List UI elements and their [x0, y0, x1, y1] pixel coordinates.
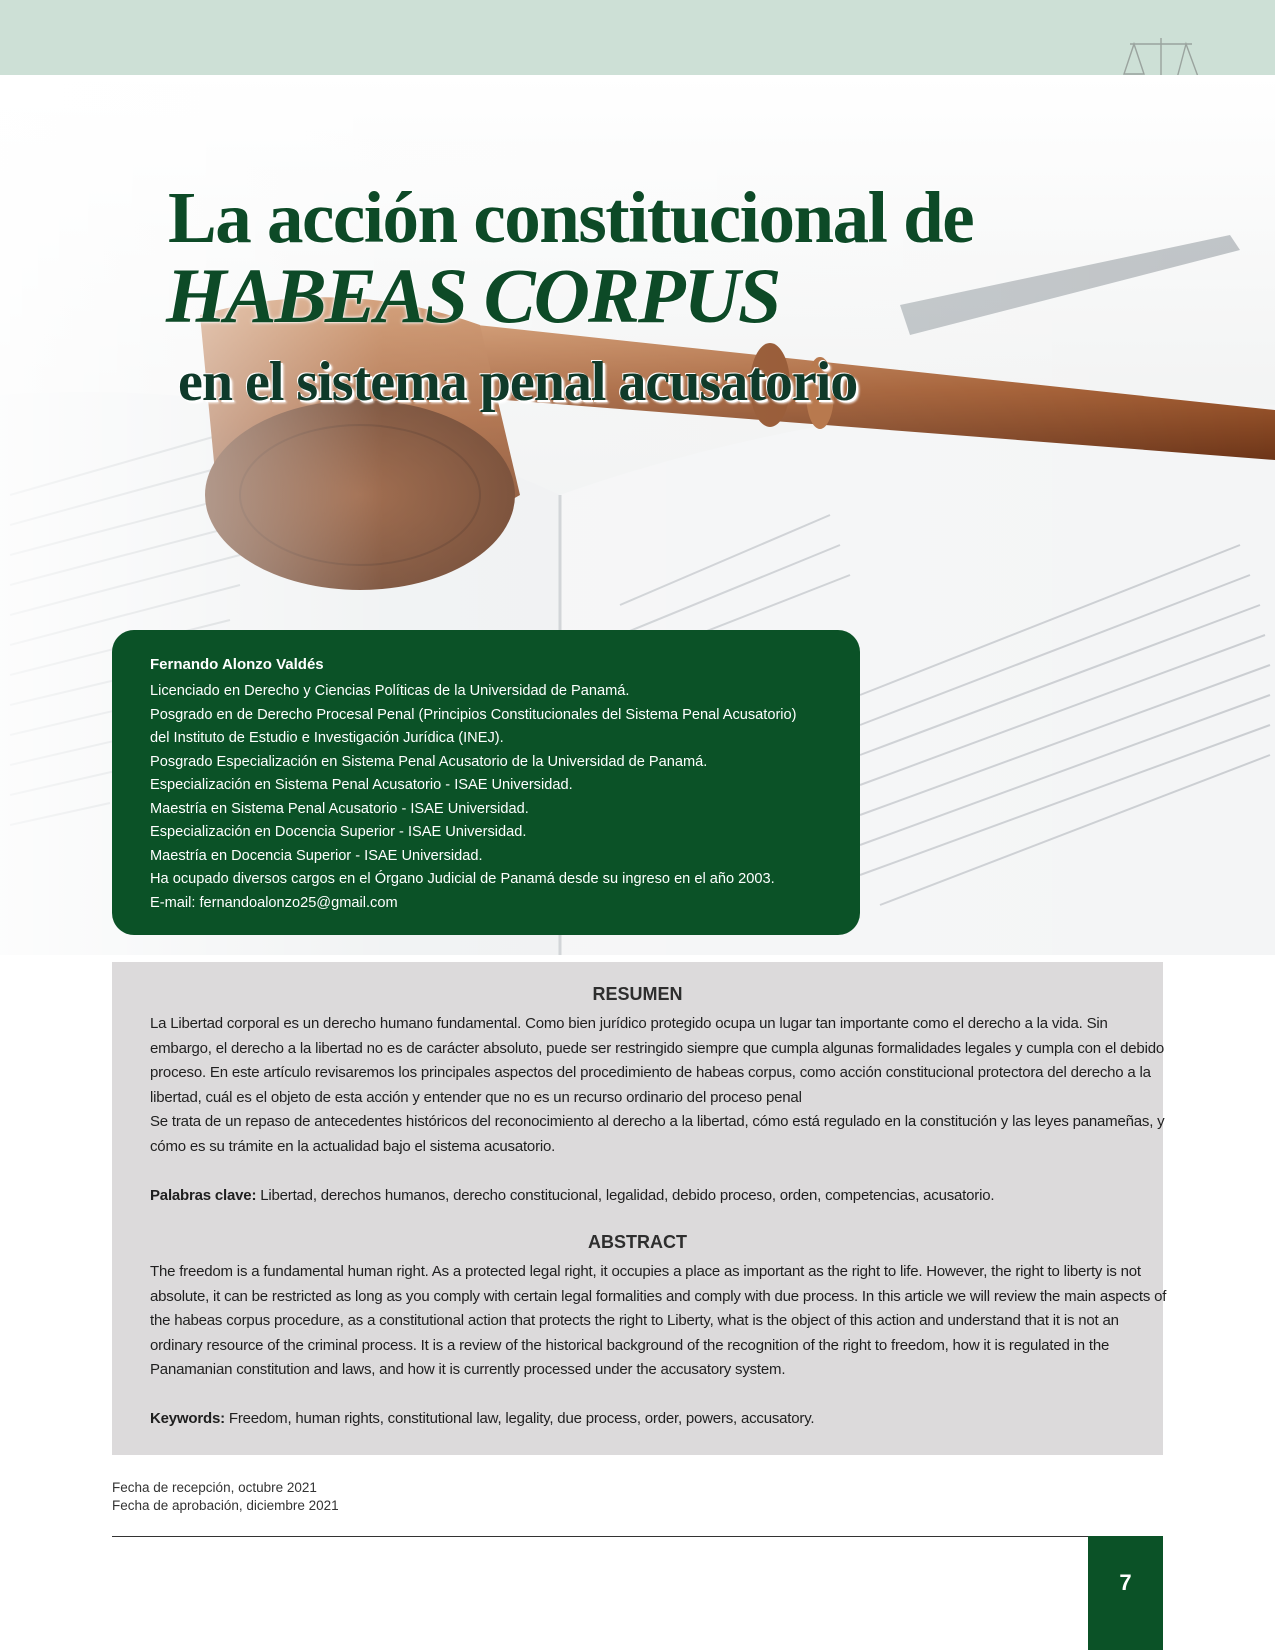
author-credentials	[150, 680, 840, 915]
article-title-line-1: La acción constitucional de	[168, 177, 974, 258]
approved-date: Fecha de aprobación, diciembre 2021	[112, 1498, 339, 1513]
top-color-band	[0, 0, 1275, 75]
author-credential-line: Licenciado en Derecho y Ciencias Políticas de la Universidad de Panamá.	[150, 683, 630, 699]
resumen-line: cómo es su trámite en la actualidad bajo el sistema acusatorio.	[150, 1137, 556, 1155]
palabras-clave-label: Palabras clave:	[150, 1187, 257, 1204]
resumen-line: embargo, el derecho a la libertad no es de carácter absoluto, puede ser restringido siempre que cumpla algunas formalidades legales y cumpla con el debido	[150, 1039, 1164, 1057]
abstract-line: The freedom is a fundamental human right. As a protected legal right, it occupies a place as important as the right to life. However, the right to liberty is not	[150, 1263, 1141, 1280]
page-number: 7	[1088, 1536, 1163, 1650]
resumen-line: proceso. En este artículo revisaremos los principales aspectos del procedimiento de habeas corpus, como acción constitucional protectora del derecho a la	[150, 1064, 1151, 1081]
abstract-panel	[112, 962, 1167, 1455]
author-credential-line: Maestría en Sistema Penal Acusatorio - ISAE Universidad.	[150, 800, 529, 817]
abstract-line: absolute, it can be restricted as long as you comply with certain legal formalities and comply with due process. In this article we will review the main aspects of	[150, 1287, 1167, 1305]
abstract-line: the habeas corpus procedure, as a constitutional action that protects the right to Liberty, what is the object of this action and understand that it is not an	[150, 1312, 1119, 1329]
abstract-text	[150, 1260, 1167, 1383]
keywords	[150, 1410, 814, 1427]
palabras-clave	[150, 1187, 994, 1204]
abstract-line: Panamanian constitution and laws, and how it is currently processed under the accusatory system.	[150, 1361, 786, 1378]
author-credential-line: Posgrado Especialización en Sistema Penal Acusatorio de la Universidad de Panamá.	[150, 753, 708, 770]
author-name: Fernando Alonzo Valdés	[150, 656, 324, 673]
author-credential-line: Maestría en Docencia Superior - ISAE Universidad.	[150, 847, 483, 864]
keywords-label: Keywords:	[150, 1410, 225, 1427]
article-title-line-2: HABEAS CORPUS	[166, 252, 780, 339]
abstract-line: ordinary resource of the criminal process. It is a review of the historical background of the recognition of the right to freedom, how it is regulated in the	[150, 1336, 1110, 1354]
resumen-line: libertad, cuál es el objeto de esta acción y entender que no es un recurso ordinario del proceso penal	[150, 1088, 802, 1106]
author-credential-line: Especialización en Sistema Penal Acusatorio - ISAE Universidad.	[150, 777, 573, 793]
palabras-clave-text: Libertad, derechos humanos, derecho constitucional, legalidad, debido proceso, orden, competencias, acusatorio.	[256, 1187, 995, 1204]
author-email: E-mail: fernandoalonzo25@gmail.com	[150, 894, 398, 911]
resumen-text	[150, 1012, 1165, 1159]
resumen-line: Se trata de un repaso de antecedentes históricos del reconocimiento al derecho a la libertad, cómo está regulado en la constitución y las leyes panameñas, y	[150, 1113, 1165, 1130]
resumen-heading: RESUMEN	[592, 984, 683, 1004]
received-date: Fecha de recepción, octubre 2021	[112, 1480, 317, 1495]
author-credential-line: Especialización en Docencia Superior - ISAE Universidad.	[150, 824, 527, 840]
author-bio-box	[112, 630, 860, 935]
footer-rule	[112, 1536, 1163, 1537]
abstract-heading: ABSTRACT	[588, 1232, 687, 1252]
keywords-text: Freedom, human rights, constitutional law, legality, due process, order, powers, accusatory.	[224, 1410, 815, 1427]
article-subtitle: en el sistema penal acusatorio	[178, 351, 858, 413]
author-credential-line: Ha ocupado diversos cargos en el Órgano Judicial de Panamá desde su ingreso en el año 2003.	[150, 871, 775, 887]
author-credential-line: Posgrado en de Derecho Procesal Penal (Principios Constitucionales del Sistema Penal Acusatorio)	[150, 706, 797, 723]
resumen-line: La Libertad corporal es un derecho humano fundamental. Como bien jurídico protegido ocupa un lugar tan importante como el derecho a la vida. Sin	[150, 1015, 1108, 1032]
article-dates	[112, 1479, 339, 1515]
author-credential-line: del Instituto de Estudio e Investigación Jurídica (INEJ).	[150, 730, 504, 746]
